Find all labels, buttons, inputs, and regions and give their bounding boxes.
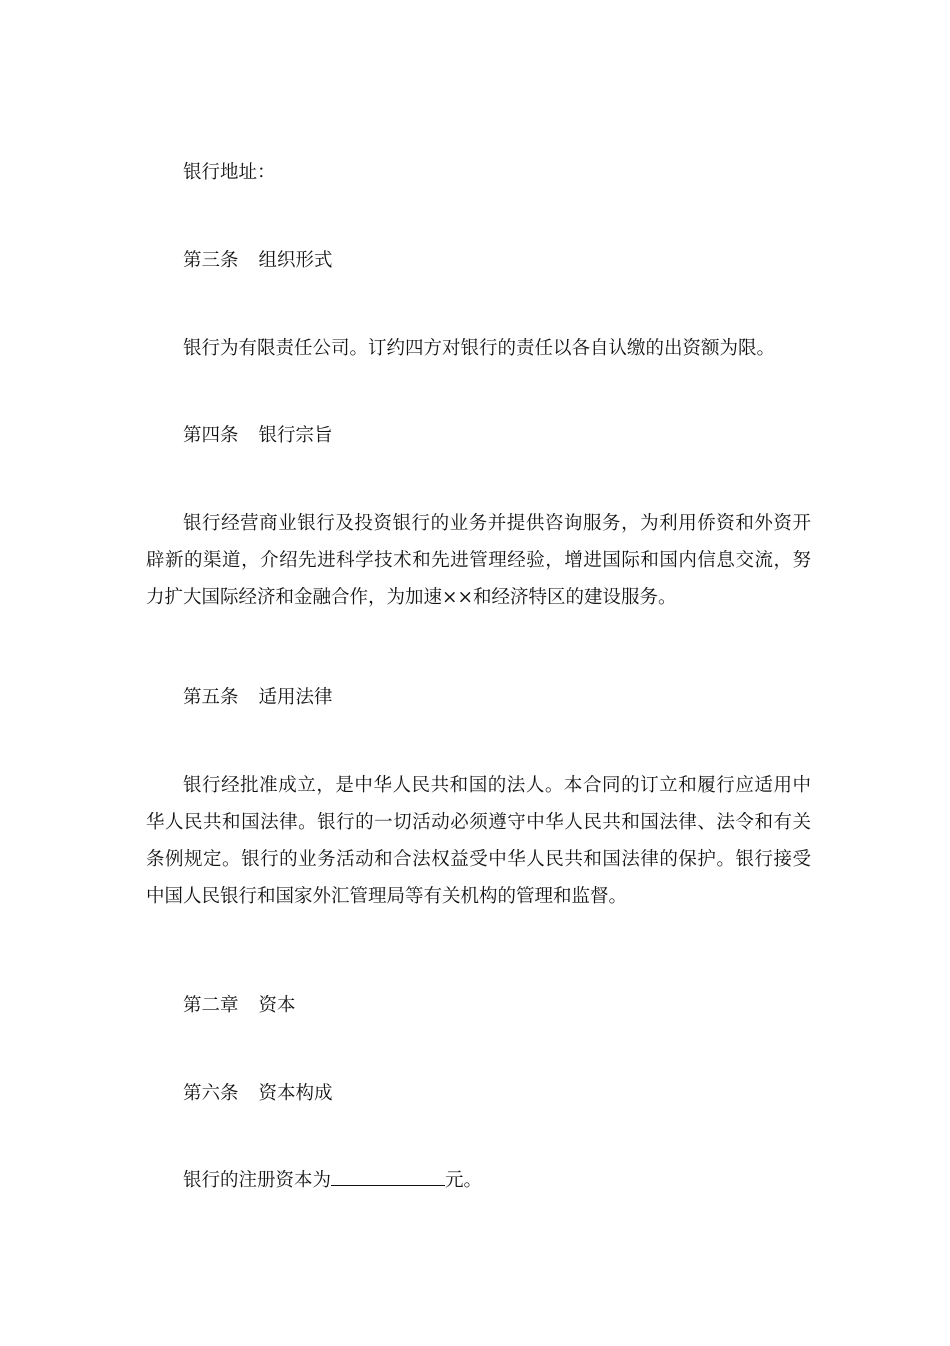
article-6-title: 资本构成 (258, 1083, 333, 1104)
article-6-number: 第六条 (183, 1083, 239, 1104)
article-5-text: 银行经批准成立，是中华人民共和国的法人。本合同的订立和履行应适用中华人民共和国法律。银行的一切活动必须遵守中华人民共和国法律、法令和有关条例规定。银行的业务活动和合法权益受中华人民共和国法律的保护。银行接受中国人民银行和国家外汇管理局等有关机构的管理和监督。 (146, 775, 811, 907)
capital-amount-blank (331, 1167, 445, 1186)
article-4-heading (183, 417, 848, 454)
article-5-title: 适用法律 (258, 687, 333, 708)
article-3-title: 组织形式 (258, 250, 333, 271)
article-5-number: 第五条 (183, 687, 239, 708)
article-6-text-before: 银行的注册资本为 (183, 1170, 332, 1191)
article-4-text: 银行经营商业银行及投资银行的业务并提供咨询服务，为利用侨资和外资开辟新的渠道，介绍先进科学技术和先进管理经验，增进国际和国内信息交流，努力扩大国际经济和金融合作，为加速××和经济特区的建设服务。 (146, 513, 811, 608)
chapter-2-heading (183, 987, 848, 1024)
article-5-heading (183, 679, 848, 716)
article-4-number: 第四条 (183, 425, 239, 446)
article-3-number: 第三条 (183, 250, 239, 271)
chapter-2-title: 资本 (258, 995, 296, 1016)
article-3-heading (183, 242, 848, 279)
article-6-text-after: 元。 (445, 1170, 483, 1191)
article-6-text (183, 1162, 848, 1199)
article-4-title: 银行宗旨 (258, 425, 333, 446)
bank-address-label: 银行地址： (183, 162, 276, 183)
article-6-heading (183, 1075, 848, 1112)
chapter-2-number: 第二章 (183, 995, 239, 1016)
article-3-text: 银行为有限责任公司。订约四方对银行的责任以各自认缴的出资额为限。 (183, 338, 776, 359)
